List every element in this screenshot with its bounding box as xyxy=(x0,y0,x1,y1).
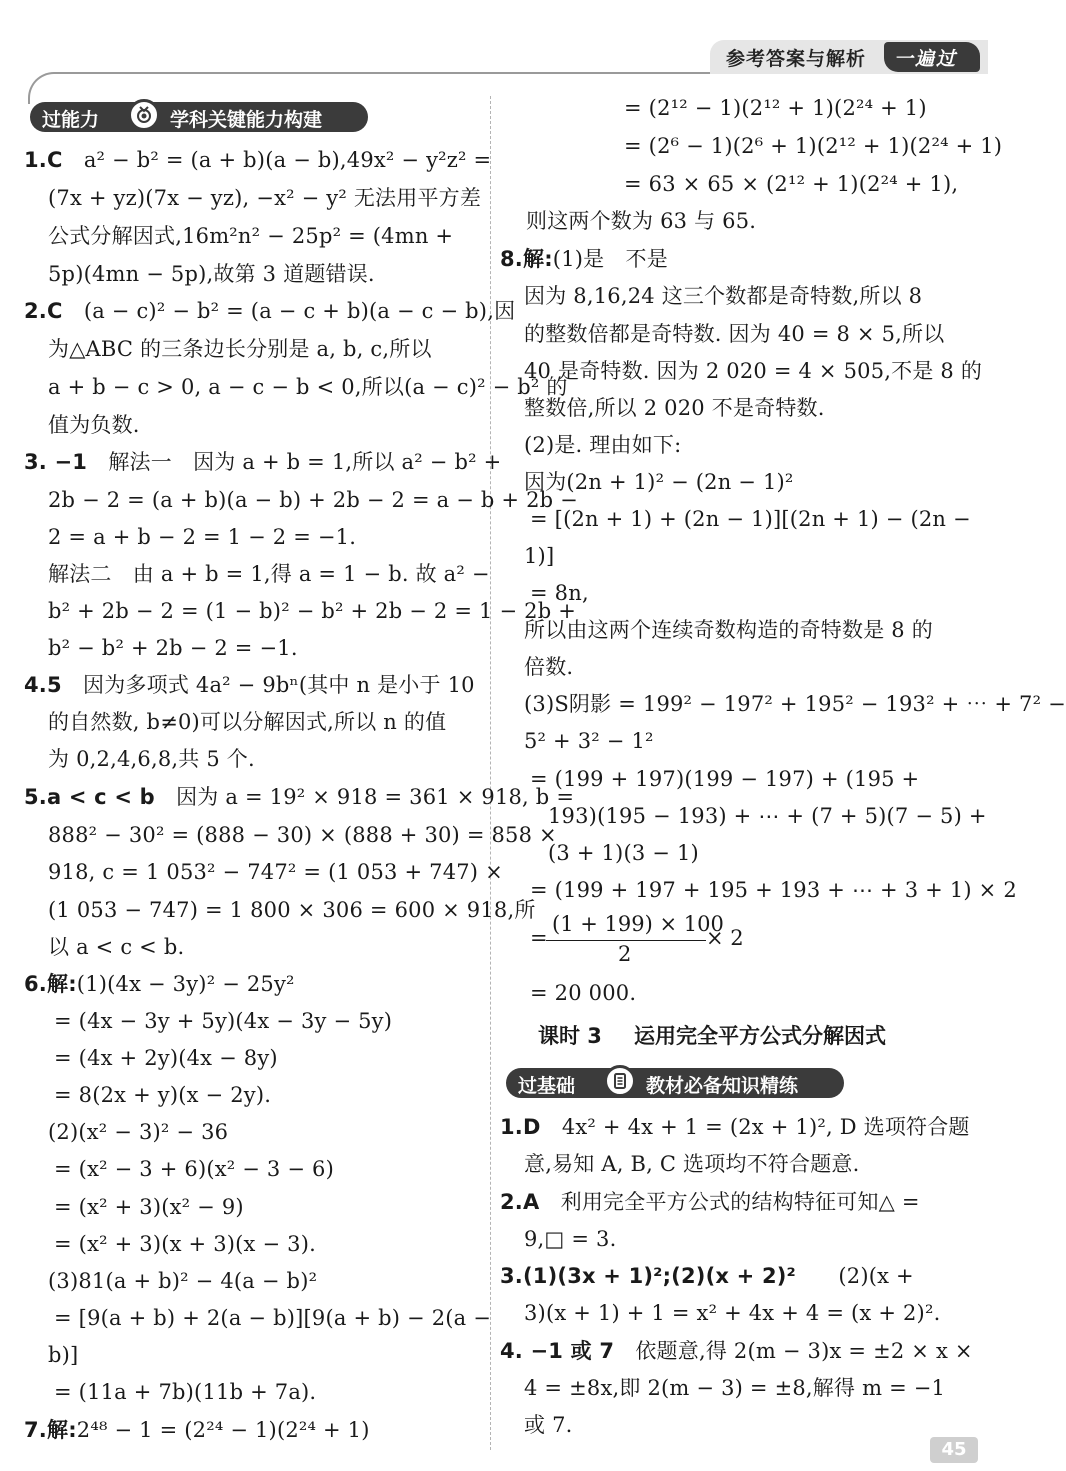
text-line: = 20 000. xyxy=(530,981,637,1005)
text-line: 因为(2n + 1)² − (2n − 1)² xyxy=(524,470,794,494)
text-line: = 63 × 65 × (2¹² + 1)(2²⁴ + 1), xyxy=(624,172,959,196)
text-line: = (4x − 3y + 5y)(4x − 3y − 5y) xyxy=(54,1009,393,1033)
fraction-expression xyxy=(530,912,790,972)
banner-text: 学科关键能力构建 xyxy=(170,109,323,131)
text-line: 解法二 由 a + b = 1,得 a = 1 − b. 故 a² − xyxy=(48,562,490,586)
answer-item-2: 2.C (a − c)² − b² = (a − c + b)(a − c − b),因 xyxy=(24,299,516,323)
text-line: (1 053 − 747) = 1 800 × 306 = 600 × 918,所 xyxy=(48,898,536,922)
text-line: 公式分解因式,16m²n² − 25p² = (4mn + xyxy=(48,224,454,248)
text-line: = (x² − 3 + 6)(x² − 3 − 6) xyxy=(54,1157,334,1181)
text-line: (7x + yz)(7x − yz), −x² − y² 无法用平方差 xyxy=(48,186,482,210)
banner-text: 教材必备知识精练 xyxy=(646,1075,799,1097)
text-line: = (x² + 3)(x + 3)(x − 3). xyxy=(54,1232,316,1256)
text-line: 或 7. xyxy=(524,1413,573,1437)
text-line: (3)81(a + b)² − 4(a − b)² xyxy=(48,1269,318,1293)
text-line: 因为 8,16,24 这三个数都是奇特数,所以 8 xyxy=(524,284,923,308)
answer-item-7: 7.解:2⁴⁸ − 1 = (2²⁴ − 1)(2²⁴ + 1) xyxy=(24,1418,370,1442)
notebook-icon xyxy=(604,1065,636,1097)
text-line: = 8n, xyxy=(530,581,589,605)
text-line: = [9(a + b) + 2(a − b)][9(a + b) − 2(a − xyxy=(54,1306,492,1330)
text-line: 5p)(4mn − 5p),故第 3 道题错误. xyxy=(48,262,375,286)
fraction-tail: × 2 xyxy=(706,926,744,950)
text-line: 的自然数, b≠0)可以分解因式,所以 n 的值 xyxy=(48,710,447,734)
lesson-label: 课时 3 xyxy=(538,1024,602,1048)
header-title: 参考答案与解析 xyxy=(726,48,867,70)
medal-icon xyxy=(128,99,160,131)
fraction-numerator: (1 + 199) × 100 xyxy=(552,912,724,936)
text-line: 的整数倍都是奇特数. 因为 40 = 8 × 5,所以 xyxy=(524,322,945,346)
text-line: 为△ABC 的三条边长分别是 a, b, c,所以 xyxy=(48,337,432,361)
fraction-bar xyxy=(546,940,706,941)
text-line: 888² − 30² = (888 − 30) × (888 + 30) = 858 × xyxy=(48,823,557,847)
text-line: 193)(195 − 193) + ⋯ + (7 + 5)(7 − 5) + xyxy=(548,804,987,828)
text-line: 以 a < c < b. xyxy=(48,935,185,959)
text-line: (2)(x² − 3)² − 36 xyxy=(48,1120,229,1144)
fraction-denominator: 2 xyxy=(618,942,632,966)
page-number: 45 xyxy=(930,1437,978,1463)
banner-tag: 过能力 xyxy=(42,109,100,131)
answer-item-r3: 3.(1)(3x + 1)²;(2)(x + 2)² (2)(x + xyxy=(500,1264,914,1288)
text-line: 2 = a + b − 2 = 1 − 2 = −1. xyxy=(48,525,357,549)
text-line: 则这两个数为 63 与 65. xyxy=(526,209,757,233)
text-line: a + b − c > 0, a − c − b < 0,所以(a − c)² − b² 的 xyxy=(48,375,568,399)
answer-item-8: 8.解:(1)是 不是 xyxy=(500,247,668,271)
text-line: 4 = ±8x,即 2(m − 3) = ±8,解得 m = −1 xyxy=(524,1376,946,1400)
answer-item-5: 5.a < c < b 因为 a = 19² × 918 = 361 × 918, b = xyxy=(24,785,575,809)
text-line: = 8(2x + y)(x − 2y). xyxy=(54,1083,272,1107)
text-line: 为 0,2,4,6,8,共 5 个. xyxy=(48,747,255,771)
answer-item-3: 3. −1 解法一 因为 a + b = 1,所以 a² − b² + xyxy=(24,450,502,474)
section-banner-ability xyxy=(30,102,368,132)
text-line: b² − b² + 2b − 2 = −1. xyxy=(48,636,298,660)
text-line: (3 + 1)(3 − 1) xyxy=(548,841,699,865)
text-line: 所以由这两个连续奇数构造的奇特数是 8 的 xyxy=(524,618,933,642)
text-line: 整数倍,所以 2 020 不是奇特数. xyxy=(524,396,825,420)
text-line: = [(2n + 1) + (2n − 1)][(2n + 1) − (2n − xyxy=(530,507,971,531)
text-line: b² + 2b − 2 = (1 − b)² − b² + 2b − 2 = 1 − 2b + xyxy=(48,599,577,623)
text-line: 9,□ = 3. xyxy=(524,1227,617,1251)
section-banner-basics xyxy=(506,1068,844,1098)
text-line: 值为负数. xyxy=(48,413,140,437)
answer-item-4: 4.5 因为多项式 4a² − 9bⁿ(其中 n 是小于 10 xyxy=(24,673,475,697)
text-line: 918, c = 1 053² − 747² = (1 053 + 747) × xyxy=(48,860,503,884)
text-line: = (199 + 197 + 195 + 193 + ⋯ + 3 + 1) × 2 xyxy=(530,878,1017,902)
answer-item-1: 1.C a² − b² = (a + b)(a − b),49x² − y²z² = xyxy=(24,148,492,172)
text-line: = (199 + 197)(199 − 197) + (195 + xyxy=(530,767,920,791)
lesson-title: 运用完全平方公式分解因式 xyxy=(634,1024,886,1048)
text-line: 2b − 2 = (a + b)(a − b) + 2b − 2 = a − b + 2b − xyxy=(48,488,578,512)
text-line: = (x² + 3)(x² − 9) xyxy=(54,1195,244,1219)
text-line: = (2⁶ − 1)(2⁶ + 1)(2¹² + 1)(2²⁴ + 1) xyxy=(624,134,1003,158)
answer-item-r1: 1.D 4x² + 4x + 1 = (2x + 1)², D 选项符合题 xyxy=(500,1115,970,1139)
text-line: 意,易知 A, B, C 选项均不符合题意. xyxy=(524,1152,860,1176)
text-line: (2)是. 理由如下: xyxy=(524,433,682,457)
text-line: = (4x + 2y)(4x − 8y) xyxy=(54,1046,278,1070)
text-line: 倍数. xyxy=(524,655,574,679)
text-line: b)] xyxy=(48,1343,79,1367)
answer-item-r4: 4. −1 或 7 依题意,得 2(m − 3)x = ±2 × x × xyxy=(500,1339,973,1363)
text-line: 3)(x + 1) + 1 = x² + 4x + 4 = (x + 2)². xyxy=(524,1301,941,1325)
text-line: 5² + 3² − 1² xyxy=(524,729,654,753)
header-rule xyxy=(28,72,720,104)
text-line: = (2¹² − 1)(2¹² + 1)(2²⁴ + 1) xyxy=(624,96,927,120)
answer-item-r2: 2.A 利用完全平方公式的结构特征可知△ = xyxy=(500,1190,920,1214)
text-line: (3)S阴影 = 199² − 197² + 195² − 193² + ⋯ + 7² − xyxy=(524,692,1066,716)
text-line: 1)] xyxy=(524,544,555,568)
answer-item-6: 6.解:(1)(4x − 3y)² − 25y² xyxy=(24,972,295,996)
brand-logo-text: 一遍过 xyxy=(894,48,958,70)
text-line: = (11a + 7b)(11b + 7a). xyxy=(54,1380,317,1404)
equals-sign: = xyxy=(530,926,548,950)
text-line: 40 是奇特数. 因为 2 020 = 4 × 505,不是 8 的 xyxy=(524,359,983,383)
banner-tag: 过基础 xyxy=(518,1075,576,1097)
